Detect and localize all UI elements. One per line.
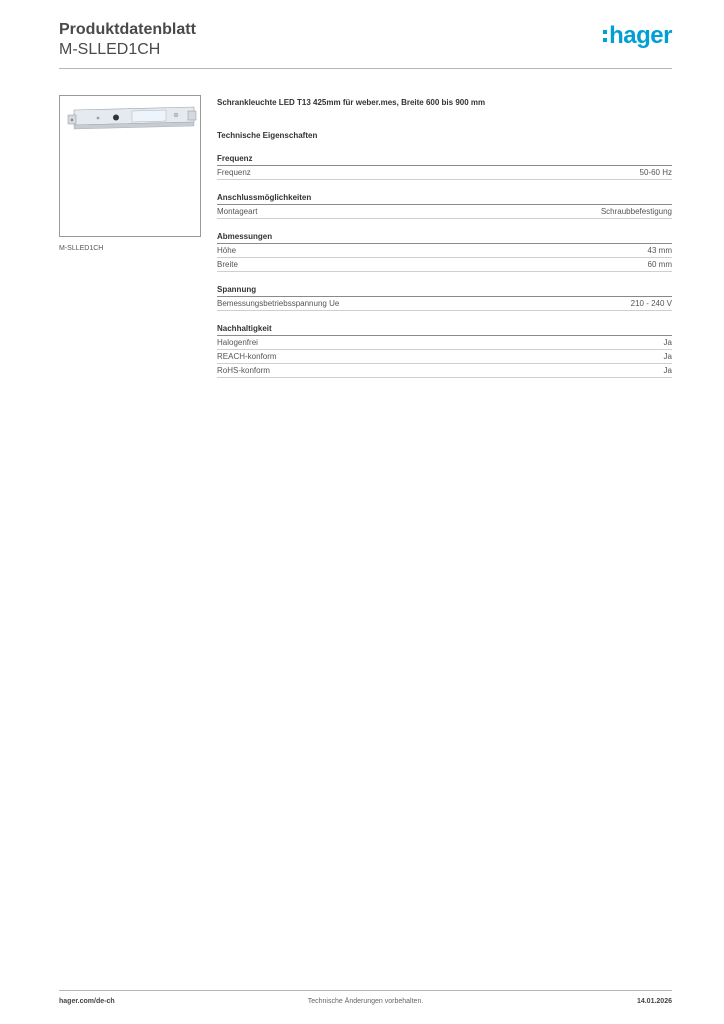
footer-date: 14.01.2026 bbox=[636, 998, 672, 1005]
header bbox=[59, 20, 196, 60]
product-details bbox=[217, 97, 672, 378]
specs-heading: Technische Eigenschaften bbox=[217, 131, 318, 140]
spec-value: Ja bbox=[663, 338, 672, 347]
footer-disclaimer: Technische Änderungen vorbehalten. bbox=[307, 998, 424, 1005]
spec-value: Ja bbox=[663, 366, 672, 375]
logo-dots-icon bbox=[603, 30, 607, 42]
spec-row bbox=[217, 336, 672, 350]
document-title: Produktdatenblatt bbox=[59, 21, 196, 38]
product-description: Schrankleuchte LED T13 425mm für weber.mes, Breite 600 bis 900 mm bbox=[217, 98, 486, 107]
spec-section-title: Abmessungen bbox=[217, 231, 672, 244]
spec-section-anschluss bbox=[217, 192, 672, 219]
spec-value: 50-60 Hz bbox=[639, 168, 672, 177]
spec-row bbox=[217, 244, 672, 258]
spec-label: RoHS-konform bbox=[217, 366, 270, 375]
spec-label: Montageart bbox=[217, 207, 258, 216]
spec-section-title: Spannung bbox=[217, 284, 672, 297]
spec-section-title: Frequenz bbox=[217, 153, 672, 166]
logo-text: hager bbox=[609, 22, 672, 49]
spec-value: 60 mm bbox=[647, 260, 672, 269]
spec-row bbox=[217, 166, 672, 180]
spec-label: Breite bbox=[217, 260, 238, 269]
spec-row bbox=[217, 364, 672, 378]
spec-label: Frequenz bbox=[217, 168, 251, 177]
product-image-caption: M-SLLED1CH bbox=[59, 245, 104, 252]
spec-label: Bemessungsbetriebsspannung Ue bbox=[217, 299, 340, 308]
spec-row bbox=[217, 258, 672, 272]
footer-website-link[interactable]: hager.com/de-ch bbox=[59, 998, 115, 1005]
product-code: M-SLLED1CH bbox=[59, 41, 161, 58]
spec-section-title: Nachhaltigkeit bbox=[217, 323, 672, 336]
spec-section-title: Anschlussmöglichkeiten bbox=[217, 192, 672, 205]
footer bbox=[59, 998, 672, 1010]
spec-row bbox=[217, 350, 672, 364]
spec-section-abmessungen bbox=[217, 231, 672, 272]
product-image bbox=[60, 96, 200, 236]
hager-logo bbox=[603, 24, 672, 48]
spec-value: Schraubbefestigung bbox=[600, 207, 672, 216]
footer-divider bbox=[59, 990, 672, 991]
spec-row bbox=[217, 205, 672, 219]
spec-section-spannung bbox=[217, 284, 672, 311]
spec-value: 210 - 240 V bbox=[630, 299, 672, 308]
spec-row bbox=[217, 297, 672, 311]
product-image-frame bbox=[59, 95, 201, 237]
spec-section-frequenz bbox=[217, 153, 672, 180]
spec-value: 43 mm bbox=[647, 246, 672, 255]
spec-section-nachhaltigkeit bbox=[217, 323, 672, 378]
spec-label: Halogenfrei bbox=[217, 338, 258, 347]
spec-label: Höhe bbox=[217, 246, 237, 255]
spec-value: Ja bbox=[663, 352, 672, 361]
spec-label: REACH-konform bbox=[217, 352, 277, 361]
header-divider bbox=[59, 68, 672, 69]
